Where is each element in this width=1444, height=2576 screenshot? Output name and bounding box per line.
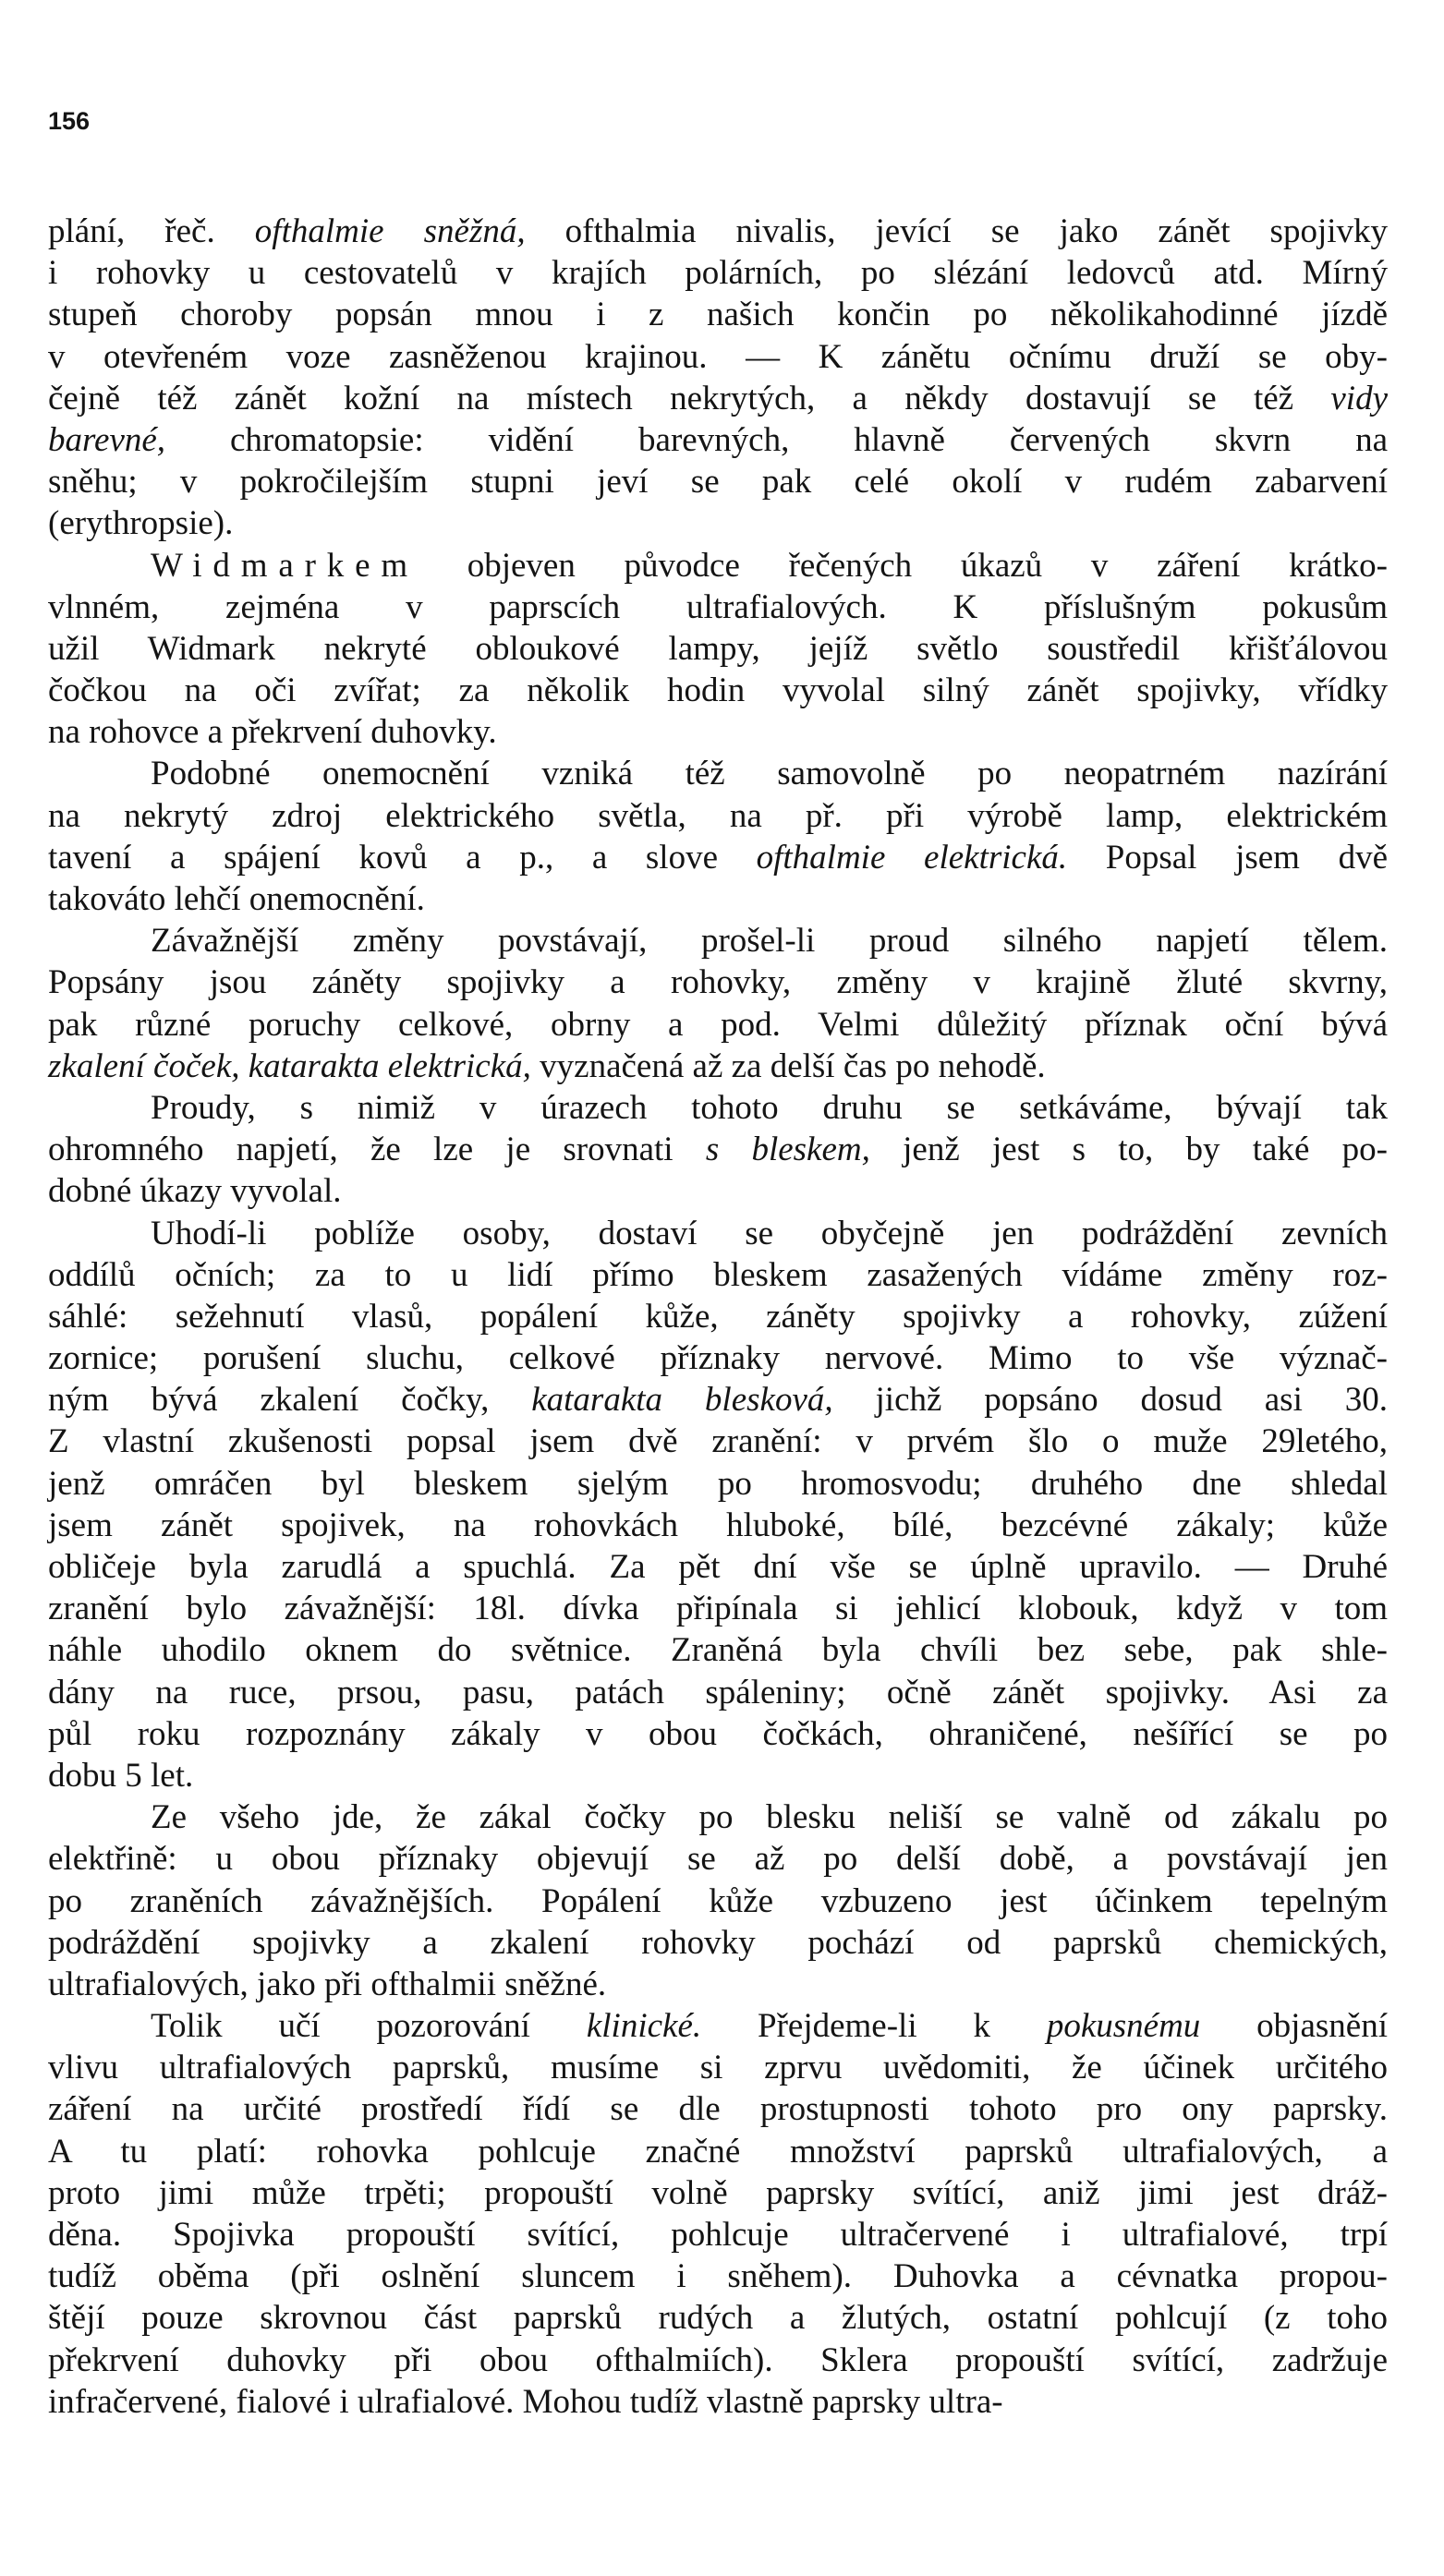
italic-term: ofthalmie sněžná,: [254, 212, 526, 250]
text-line: [48, 1755, 1388, 1796]
text-line: [48, 419, 1388, 461]
text-line: [48, 1672, 1388, 1713]
text-line: [48, 2381, 1388, 2423]
text-run: dány na ruce, prsou, pasu, patách spáleniny; očně zánět spojivky. Asi za: [48, 1673, 1388, 1711]
text-run: objeven původce řečených úkazů v záření krátko-: [419, 546, 1388, 585]
text-line: [48, 878, 1388, 920]
text-run: takováto lehčí onemocnění.: [48, 880, 425, 918]
text-line: [48, 2172, 1388, 2214]
italic-term: katarakta blesková,: [531, 1381, 833, 1420]
text-run: pak různé poruchy celkové, obrny a pod. Velmi důležitý příznak oční bývá: [48, 1005, 1388, 1044]
text-run: jichž popsáno dosud asi 30.: [832, 1381, 1388, 1420]
text-line: [48, 1379, 1388, 1421]
text-run: jsem zánět spojivek, na rohovkách hluboké, bílé, bezcévné zákaly; kůže: [48, 1506, 1388, 1544]
text-line: [48, 1046, 1388, 1087]
text-line: [48, 1881, 1388, 1922]
text-run: dobné úkazy vyvolal.: [48, 1172, 342, 1211]
text-run: sáhlé: sežehnutí vlasů, popálení kůže, záněty spojivky a rohovky, zúžení: [48, 1297, 1388, 1336]
text-line: [48, 2214, 1388, 2256]
text-line: [48, 1254, 1388, 1296]
text-line: [48, 587, 1388, 628]
text-run: náhle uhodilo oknem do světnice. Zraněná byla chvíli bez sebe, pak shle-: [48, 1631, 1388, 1670]
text-line: [48, 1629, 1388, 1671]
text-line: [48, 2131, 1388, 2172]
text-line: [48, 2297, 1388, 2339]
text-line: [48, 1713, 1388, 1755]
text-run: A tu platí: rohovka pohlcuje značné množství paprsků ultrafialových, a: [48, 2132, 1388, 2171]
text-run: podráždění spojivky a zkalení rohovky pochází od paprsků chemických,: [48, 1923, 1388, 1962]
text-run: vlnném, zejména v paprscích ultrafialových. K příslušným pokusům: [48, 587, 1388, 626]
text-run: ným bývá zkalení čočky,: [48, 1381, 532, 1420]
text-line: [48, 1796, 1388, 1838]
page-number: 156: [48, 107, 91, 135]
text-line: [48, 1964, 1388, 2005]
text-run: vlivu ultrafialových paprsků, musíme si zprvu uvědomiti, že účinek určitého: [48, 2049, 1388, 2087]
text-run: objasnění: [1200, 2007, 1388, 2046]
text-run: (erythropsie).: [48, 504, 234, 543]
text-run: ultrafialových, jako při ofthalmii sněžné.: [48, 1965, 607, 2003]
text-run: oddílů očních; za to u lidí přímo bleskem zasažených vídáme změny roz-: [48, 1255, 1388, 1294]
text-line: [48, 502, 1388, 544]
text-run: Ze všeho jde, že zákal čočky po blesku neliší se valně od zákalu po: [151, 1798, 1388, 1837]
text-run: Přejdeme-li k: [701, 2007, 1047, 2046]
text-line: [48, 1588, 1388, 1629]
text-run: Proudy, s nimiž v úrazech tohoto druhu se setkáváme, bývají tak: [151, 1088, 1388, 1127]
text-run: stupeň choroby popsán mnou i z našich končin po několikahodinné jízdě: [48, 296, 1388, 334]
text-run: záření na určité prostředí řídí se dle prostupnosti tohoto pro ony paprsky.: [48, 2090, 1388, 2129]
text-run: zornice; porušení sluchu, celkové příznaky nervové. Mimo to vše význač-: [48, 1339, 1388, 1378]
text-line: [48, 378, 1388, 419]
text-line: [48, 2256, 1388, 2297]
text-run: překrvení duhovky při obou ofthalmiích). Sklera propouští svítící, zadržuje: [48, 2340, 1388, 2379]
text-run: čejně též zánět kožní na místech nekrytých, a někdy dostavují se též: [48, 379, 1331, 417]
text-run: užil Widmark nekryté obloukové lampy, jejíž světlo soustředil křišťálovou: [48, 629, 1388, 668]
text-line: [48, 252, 1388, 294]
text-line: [48, 336, 1388, 378]
text-run: sněhu; v pokročilejším stupni jeví se pak celé okolí v rudém zabarvení: [48, 463, 1388, 502]
text-run: na rohovce a překrvení duhovky.: [48, 713, 497, 752]
text-run: tavení a spájení kovů a p., a slove: [48, 838, 757, 877]
text-run: v otevřeném voze zasněženou krajinou. — K zánětu očnímu druží se oby-: [48, 337, 1388, 376]
text-run: Z vlastní zkušenosti popsal jsem dvě zranění: v prvém šlo o muže 29letého,: [48, 1422, 1388, 1461]
text-run: půl roku rozpoznány zákaly v obou čočkách, ohraničené, nešířící se po: [48, 1714, 1388, 1753]
text-line: [48, 1922, 1388, 1964]
text-run: děna. Spojivka propouští svítící, pohlcuje ultračervené i ultrafialové, trpí: [48, 2216, 1388, 2254]
italic-term: klinické.: [586, 2007, 702, 2046]
italic-term: barevné,: [48, 420, 166, 459]
text-line: [48, 920, 1388, 961]
text-line: [48, 1337, 1388, 1379]
text-run: čočkou na oči zvířat; za několik hodin vyvolal silný zánět spojivky, vřídky: [48, 671, 1388, 710]
text-run: plání, řeč.: [48, 212, 255, 250]
text-run: proto jimi může trpěti; propouští volně paprsky svítící, aniž jimi jest dráž-: [48, 2173, 1388, 2212]
text-line: [48, 628, 1388, 670]
text-line: [48, 1838, 1388, 1880]
text-run: na nekrytý zdroj elektrického světla, na př. při výrobě lamp, elektrickém: [48, 796, 1388, 835]
text-line: [48, 2088, 1388, 2130]
text-line: [48, 211, 1388, 252]
text-line: [48, 1129, 1388, 1170]
text-line: [48, 1546, 1388, 1588]
text-run: infračervené, fialové i ulrafialové. Mohou tudíž vlastně paprsky ultra-: [48, 2382, 1003, 2421]
text-run: štějí pouze skrovnou část paprsků rudých a žlutých, ostatní pohlcují (z toho: [48, 2299, 1388, 2338]
text-line: [48, 1213, 1388, 1254]
text-line: [48, 2340, 1388, 2381]
text-line: [48, 1505, 1388, 1546]
text-line: [48, 461, 1388, 502]
text-line: [48, 2047, 1388, 2088]
italic-term: ofthalmie elektrická.: [756, 838, 1068, 877]
text-run: tudíž oběma (při oslnění sluncem i sněhem). Duhovka a cévnatka propou-: [48, 2257, 1388, 2296]
italic-term: vidy: [1330, 379, 1388, 417]
text-line: [48, 1004, 1388, 1046]
text-run: Tolik učí pozorování: [151, 2007, 587, 2046]
text-line: [48, 1170, 1388, 1212]
text-line: [48, 1296, 1388, 1337]
text-line: [48, 711, 1388, 753]
text-run: chromatopsie: vidění barevných, hlavně červených skvrn na: [165, 420, 1388, 459]
text-run: po zraněních závažnějších. Popálení kůže vzbuzeno jest účinkem tepelným: [48, 1881, 1388, 1920]
text-line: [48, 837, 1388, 878]
text-line: [48, 753, 1388, 794]
text-run: zranění bylo závažnější: 18l. dívka připínala si jehlicí klobouk, když v tom: [48, 1590, 1388, 1628]
text-run: Popsány jsou záněty spojivky a rohovky, změny v krajině žluté skvrny,: [48, 963, 1388, 1002]
italic-term: zkalení čoček, katarakta elektrická,: [48, 1046, 531, 1085]
text-run: Popsal jsem dvě: [1067, 838, 1388, 877]
text-line: [48, 294, 1388, 335]
text-run: dobu 5 let.: [48, 1756, 194, 1795]
text-line: [48, 961, 1388, 1003]
text-run: ofthalmia nivalis, jevící se jako zánět spojivky: [525, 212, 1388, 250]
text-run: jenž jest s to, by také po-: [869, 1131, 1388, 1169]
text-run: Podobné onemocnění vzniká též samovolně po neopatrném nazírání: [151, 755, 1388, 793]
text-line: [48, 795, 1388, 837]
text-line: [48, 2005, 1388, 2047]
text-run: Uhodí-li poblíže osoby, dostaví se obyčejně jen podráždění zevních: [151, 1214, 1388, 1252]
text-line: [48, 545, 1388, 587]
text-line: [48, 670, 1388, 711]
text-line: [48, 1463, 1388, 1505]
text-run: ohromného napjetí, že lze je srovnati: [48, 1131, 706, 1169]
italic-term: pokusnému: [1046, 2007, 1201, 2046]
text-run: vyznačená až za delší čas po nehodě.: [530, 1046, 1046, 1085]
text-run: Závažnější změny povstávají, prošel-li proud silného napjetí tělem.: [151, 922, 1388, 961]
italic-term: s bleskem,: [705, 1131, 870, 1169]
text-run: i rohovky u cestovatelů v krajích polárních, po slézání ledovců atd. Mírný: [48, 254, 1388, 293]
text-run: jenž omráčen byl bleskem sjelým po hromosvodu; druhého dne shledal: [48, 1464, 1388, 1503]
text-run: elektřině: u obou příznaky objevují se až po delší době, a povstávají jen: [48, 1840, 1388, 1879]
text-run: obličeje byla zarudlá a spuchlá. Za pět dní vše se úplně upravilo. — Druhé: [48, 1548, 1388, 1586]
text-line: [48, 1421, 1388, 1462]
body-text: [48, 211, 1388, 2423]
text-line: [48, 1087, 1388, 1129]
spaced-name: Widmarkem: [151, 546, 419, 585]
